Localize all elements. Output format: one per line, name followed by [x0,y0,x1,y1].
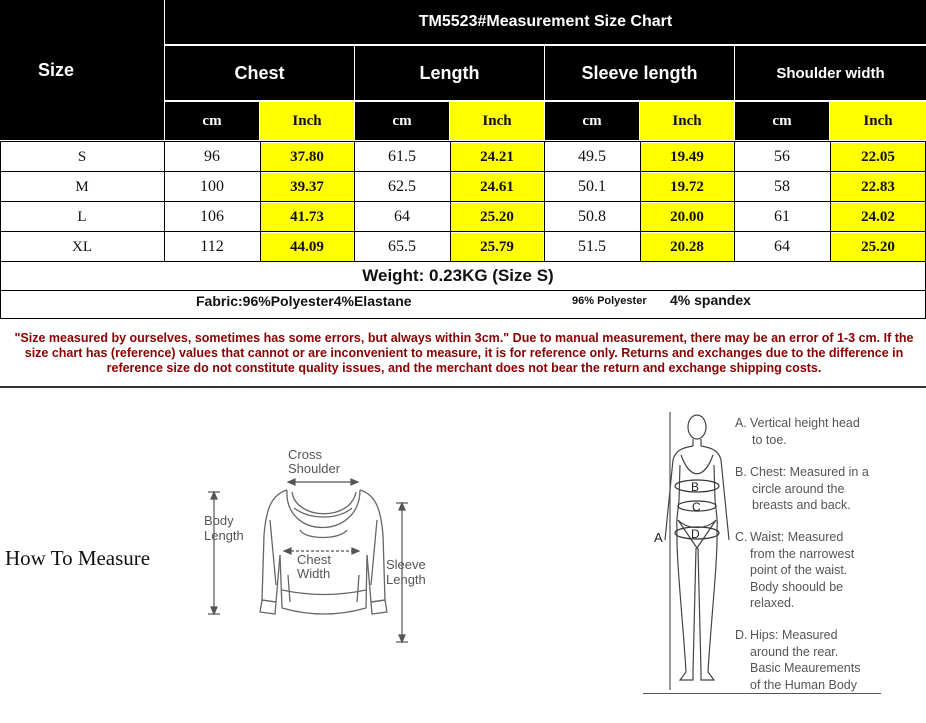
unit-inch-sleeve: Inch [640,102,734,140]
grid-line [164,141,165,261]
value-cm: 62.5 [388,178,416,195]
label-chest: Chest [297,552,331,567]
column-header-chest: Chest [165,46,354,100]
column-header-sleeve: Sleeve length [545,46,734,100]
grid-line [0,318,926,319]
grid-line [450,141,451,261]
value-inch: 24.02 [831,203,925,231]
value-cm: 50.1 [578,178,606,195]
size-disclaimer: "Size measured by ourselves, sometimes has some errors, but always within 3cm." Due to manual measurement, there may be an error of 1-3 cm. If the size chart has (reference) values that cannot or are inconvenient to measure, it is for reference only. Returns and exchanges due to the difference in reference size do not constitute quality issues, and the merchant does not bear the return and exchange shipping costs. [14,331,914,375]
value-inch: 41.73 [261,203,353,231]
grid-line [354,141,355,261]
body-label-b: B [691,480,700,494]
garment-diagram [195,440,445,650]
value-cm: 50.8 [578,208,606,225]
value-cm: 64 [394,208,410,225]
value-inch: 24.61 [451,173,543,201]
value-cm: 51.5 [578,238,606,255]
grid-line [260,141,261,261]
how-to-measure-title: How To Measure [5,546,151,570]
grid-line [0,141,1,261]
value-cm: 58 [774,178,790,195]
body-label-a: A [654,530,663,545]
body-label-c: C [692,500,701,514]
value-inch: 24.21 [451,143,543,171]
unit-inch-shoulder: Inch [830,102,926,140]
measure-legend-a: A. Vertical height head to toe. [735,416,860,447]
measure-legend-b: B. Chest: Measured in a circle around the breasts and back. [735,465,869,512]
measure-legend-d: D. Hips: Measured around the rear. Basic Meaurements of the Human Body [735,628,861,692]
value-inch: 20.28 [641,233,733,261]
value-inch: 37.80 [261,143,353,171]
grid-line [0,386,926,388]
body-figure-diagram [645,405,745,700]
label-shoulder: Shoulder [288,461,341,476]
value-cm: 49.5 [578,148,606,165]
value-inch: 22.83 [831,173,925,201]
value-inch: 25.20 [451,203,543,231]
label-body-length: Length [204,528,244,543]
value-cm: 61 [774,208,790,225]
value-inch: 44.09 [261,233,353,261]
size-header: Size [0,0,164,140]
unit-cm-chest: cm [165,102,259,140]
measure-legend-c: C. Waist: Measured from the narrowest point of the waist. Body shoould be relaxed. [735,530,855,610]
unit-cm-sleeve: cm [545,102,639,140]
body-label-d: D [691,527,700,541]
row-size: S [77,148,87,165]
grid-line [734,141,735,261]
value-inch: 22.05 [831,143,925,171]
row-size: L [77,208,87,225]
label-width: Width [297,566,331,581]
value-inch: 19.72 [641,173,733,201]
value-inch: 25.20 [831,233,925,261]
grid-line [0,171,926,172]
grid-line [0,201,926,202]
fabric-label: Fabric:96%Polyester4%Elastane [196,293,412,309]
grid-line [0,290,926,291]
chart-title: TM5523#Measurement Size Chart [165,0,926,44]
value-inch: 39.37 [261,173,353,201]
row-size: XL [72,238,92,255]
value-cm: 61.5 [388,148,416,165]
value-cm: 100 [200,178,224,195]
column-header-shoulder: Shoulder width [735,46,926,100]
value-cm: 56 [774,148,790,165]
figure-baseline [643,693,881,694]
column-header-length: Length [355,46,544,100]
unit-cm-shoulder: cm [735,102,829,140]
unit-inch-chest: Inch [260,102,354,140]
grid-line [640,141,641,261]
value-inch: 20.00 [641,203,733,231]
grid-line [0,231,926,232]
fabric-spandex: 4% spandex [670,292,751,308]
weight-label: Weight: 0.23KG (Size S) [362,266,554,285]
label-sleeve-length: Length [386,572,426,587]
value-cm: 96 [204,148,220,165]
label-body: Body [204,513,234,528]
grid-line [830,141,831,261]
value-inch: 25.79 [451,233,543,261]
value-inch: 19.49 [641,143,733,171]
value-cm: 112 [200,238,224,255]
grid-line [0,141,926,142]
value-cm: 64 [774,238,790,255]
fabric-polyester: 96% Polyester [572,295,647,307]
row-size: M [75,178,89,195]
unit-cm-length: cm [355,102,449,140]
label-sleeve: Sleeve [386,557,426,572]
grid-line [544,141,545,261]
value-cm: 65.5 [388,238,416,255]
unit-inch-length: Inch [450,102,544,140]
label-cross: Cross [288,447,322,462]
value-cm: 106 [200,208,224,225]
